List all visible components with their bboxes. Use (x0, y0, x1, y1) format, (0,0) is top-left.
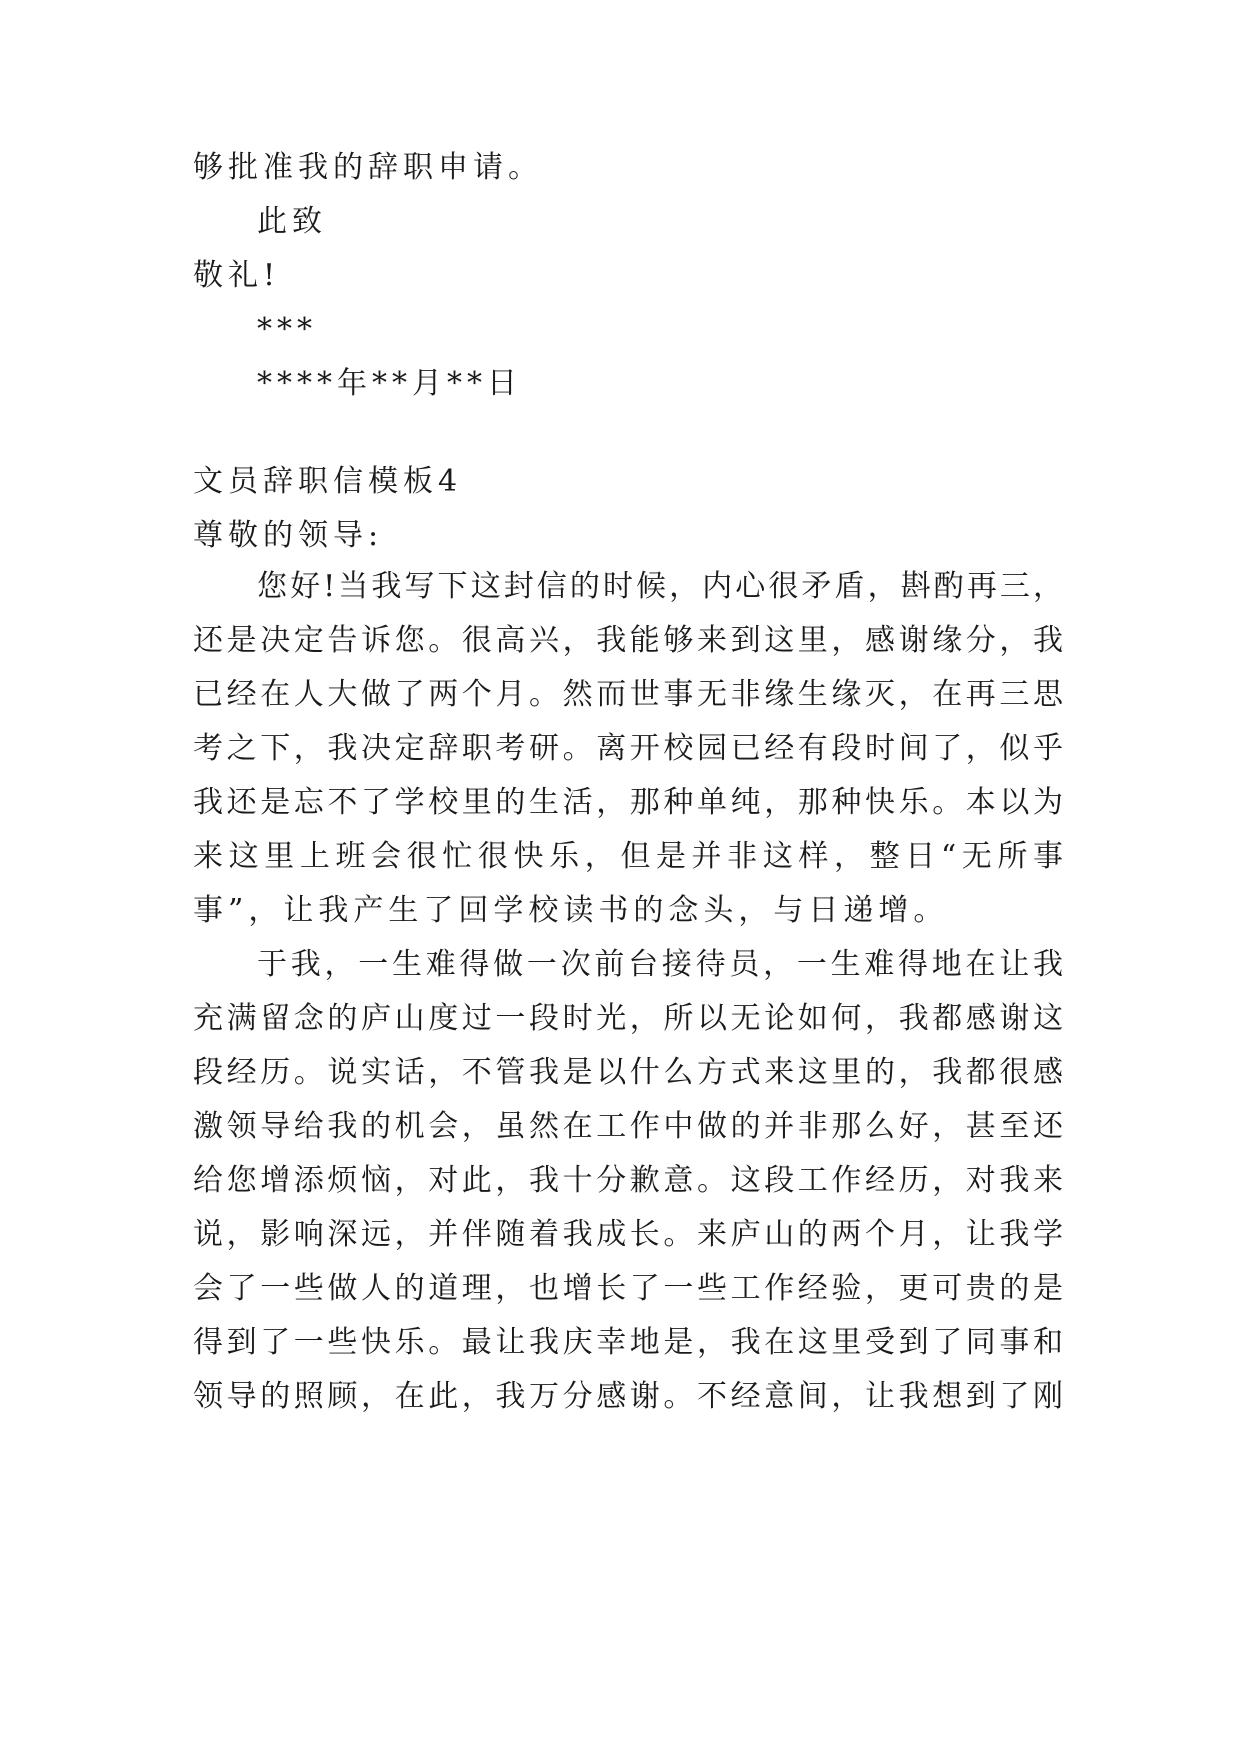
paragraph-line: 激领导给我的机会，虽然在工作中做的并非那么好，甚至还 (193, 1109, 1063, 1144)
paragraph-line: 会了一些做人的道理，也增长了一些工作经验，更可贵的是 (193, 1271, 1063, 1306)
section-title: 文员辞职信模板4 (193, 464, 463, 499)
paragraph-line: 段经历。说实话，不管我是以什么方式来这里的，我都很感 (193, 1055, 1063, 1090)
paragraph-line: 您好!当我写下这封信的时候，内心很矛盾，斟酌再三， (257, 569, 1063, 604)
paragraph-line: 说，影响深远，并伴随着我成长。来庐山的两个月，让我学 (193, 1217, 1063, 1252)
paragraph-line: 已经在人大做了两个月。然而世事无非缘生缘灭，在再三思 (193, 677, 1063, 712)
signature: *** (257, 312, 317, 347)
salutation: 尊敬的领导: (193, 518, 384, 553)
paragraph-line: 得到了一些快乐。最让我庆幸地是，我在这里受到了同事和 (193, 1325, 1063, 1360)
closing-greeting: 敬礼! (193, 258, 281, 293)
paragraph-line: 事”，让我产生了回学校读书的念头，与日递增。 (193, 893, 949, 928)
paragraph-line: 领导的照顾，在此，我万分感谢。不经意间，让我想到了刚 (193, 1379, 1063, 1414)
paragraph-line: 还是决定告诉您。很高兴，我能够来到这里，感谢缘分，我 (193, 623, 1063, 658)
date-line: ****年**月**日 (257, 366, 522, 401)
paragraph-line: 给您增添烦恼，对此，我十分歉意。这段工作经历，对我来 (193, 1163, 1063, 1198)
paragraph-line: 考之下，我决定辞职考研。离开校园已经有段时间了，似乎 (193, 731, 1063, 766)
paragraph-line: 充满留念的庐山度过一段时光，所以无论如何，我都感谢这 (193, 1001, 1063, 1036)
closing-line: 此致 (257, 204, 327, 239)
text-line: 够批准我的辞职申请。 (193, 150, 543, 185)
paragraph-line: 来这里上班会很忙很快乐，但是并非这样，整日“无所事 (193, 839, 1063, 874)
paragraph-line: 我还是忘不了学校里的生活，那种单纯，那种快乐。本以为 (193, 785, 1063, 820)
paragraph-line: 于我，一生难得做一次前台接待员，一生难得地在让我 (257, 947, 1063, 982)
